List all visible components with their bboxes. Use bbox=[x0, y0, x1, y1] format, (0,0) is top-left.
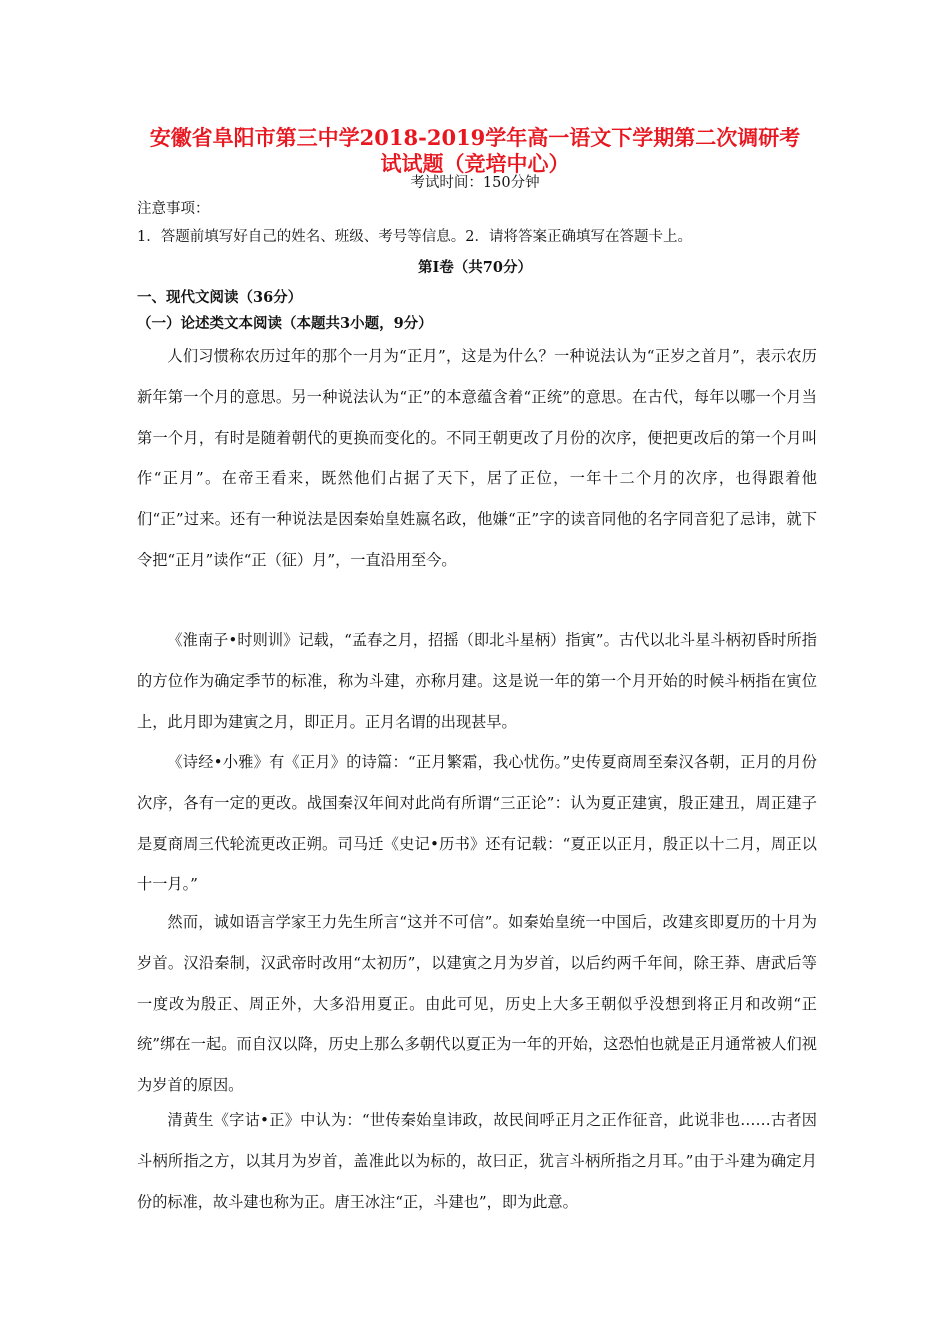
exam-title-line2: 试试题（竞培中心） bbox=[380, 151, 570, 176]
exam-time: 考试时间：150分钟 bbox=[410, 175, 540, 191]
notice-label: 注意事项： bbox=[137, 201, 210, 217]
section-subheading: （一）论述类文本阅读（本题共3小题，9分） bbox=[137, 315, 433, 332]
volume-title: 第I卷（共70分） bbox=[418, 259, 532, 276]
exam-title-line1: 安徽省阜阳市第三中学2018-2019学年高一语文下学期第二次调研考 bbox=[149, 125, 801, 150]
reading-paragraph-3: 《诗经•小雅》有《正月》的诗篇：“正月繁霜，我心忧伤。”史传夏商周至秦汉各朝，正月的月份次序，各有一定的更改。战国秦汉年间对此尚有所谓“三正论”：认为夏正建寅，殷正建丑，周正建子是夏商周三代轮流更改正朔。司马迁《史记•历书》还有记载：“夏正以正月，殷正以十二月，周正以十一月。” bbox=[137, 753, 817, 894]
notice-items: 1．答题前填写好自己的姓名、班级、考号等信息。2．请将答案正确填写在答题卡上。 bbox=[137, 229, 692, 245]
reading-paragraph-2: 《淮南子•时则训》记载，“孟春之月，招摇（即北斗星柄）指寅”。古代以北斗星斗柄初昏时所指的方位作为确定季节的标准，称为斗建，亦称月建。这是说一年的第一个月开始的时候斗柄指在寅位上，此月即为建寅之月，即正月。正月名谓的出现甚早。 bbox=[137, 631, 817, 731]
reading-paragraph-1: 人们习惯称农历过年的那个一月为“正月”，这是为什么？一种说法认为“正岁之首月”，表示农历新年第一个月的意思。另一种说法认为“正”的本意蕴含着“正统”的意思。在古代，每年以哪一个月当第一个月，有时是随着朝代的更换而变化的。不同王朝更改了月份的次序，便把更改后的第一个月叫作“正月”。在帝王看来，既然他们占据了天下，居了正位，一年十二个月的次序，也得跟着他们“正”过来。还有一种说法是因秦始皇姓嬴名政，他嫌“正”字的读音同他的名字同音犯了忌讳，就下令把“正月”读作“正（征）月”，一直沿用至今。 bbox=[137, 347, 817, 569]
reading-paragraph-5: 清黄生《字诂•正》中认为：“世传秦始皇讳政，故民间呼正月之正作征音，此说非也……古者因斗柄所指之方，以其月为岁首，盖准此以为标的，故曰正，犹言斗柄所指之月耳。”由于斗建为确定月份的标准，故斗建也称为正。唐王冰注“正，斗建也”，即为此意。 bbox=[137, 1111, 817, 1211]
reading-paragraph-4: 然而，诚如语言学家王力先生所言“这并不可信”。如秦始皇统一中国后，改建亥即夏历的十月为岁首。汉沿秦制，汉武帝时改用“太初历”，以建寅之月为岁首，以后约两千年间，除王莽、唐武后等一度改为殷正、周正外，大多沿用夏正。由此可见，历史上大多王朝似乎没想到将正月和改朔“正统”绑在一起。而自汉以降，历史上那么多朝代以夏正为一年的开始，这恐怕也就是正月通常被人们视为岁首的原因。 bbox=[137, 913, 817, 1095]
section-heading: 一、现代文阅读（36分） bbox=[137, 289, 303, 306]
